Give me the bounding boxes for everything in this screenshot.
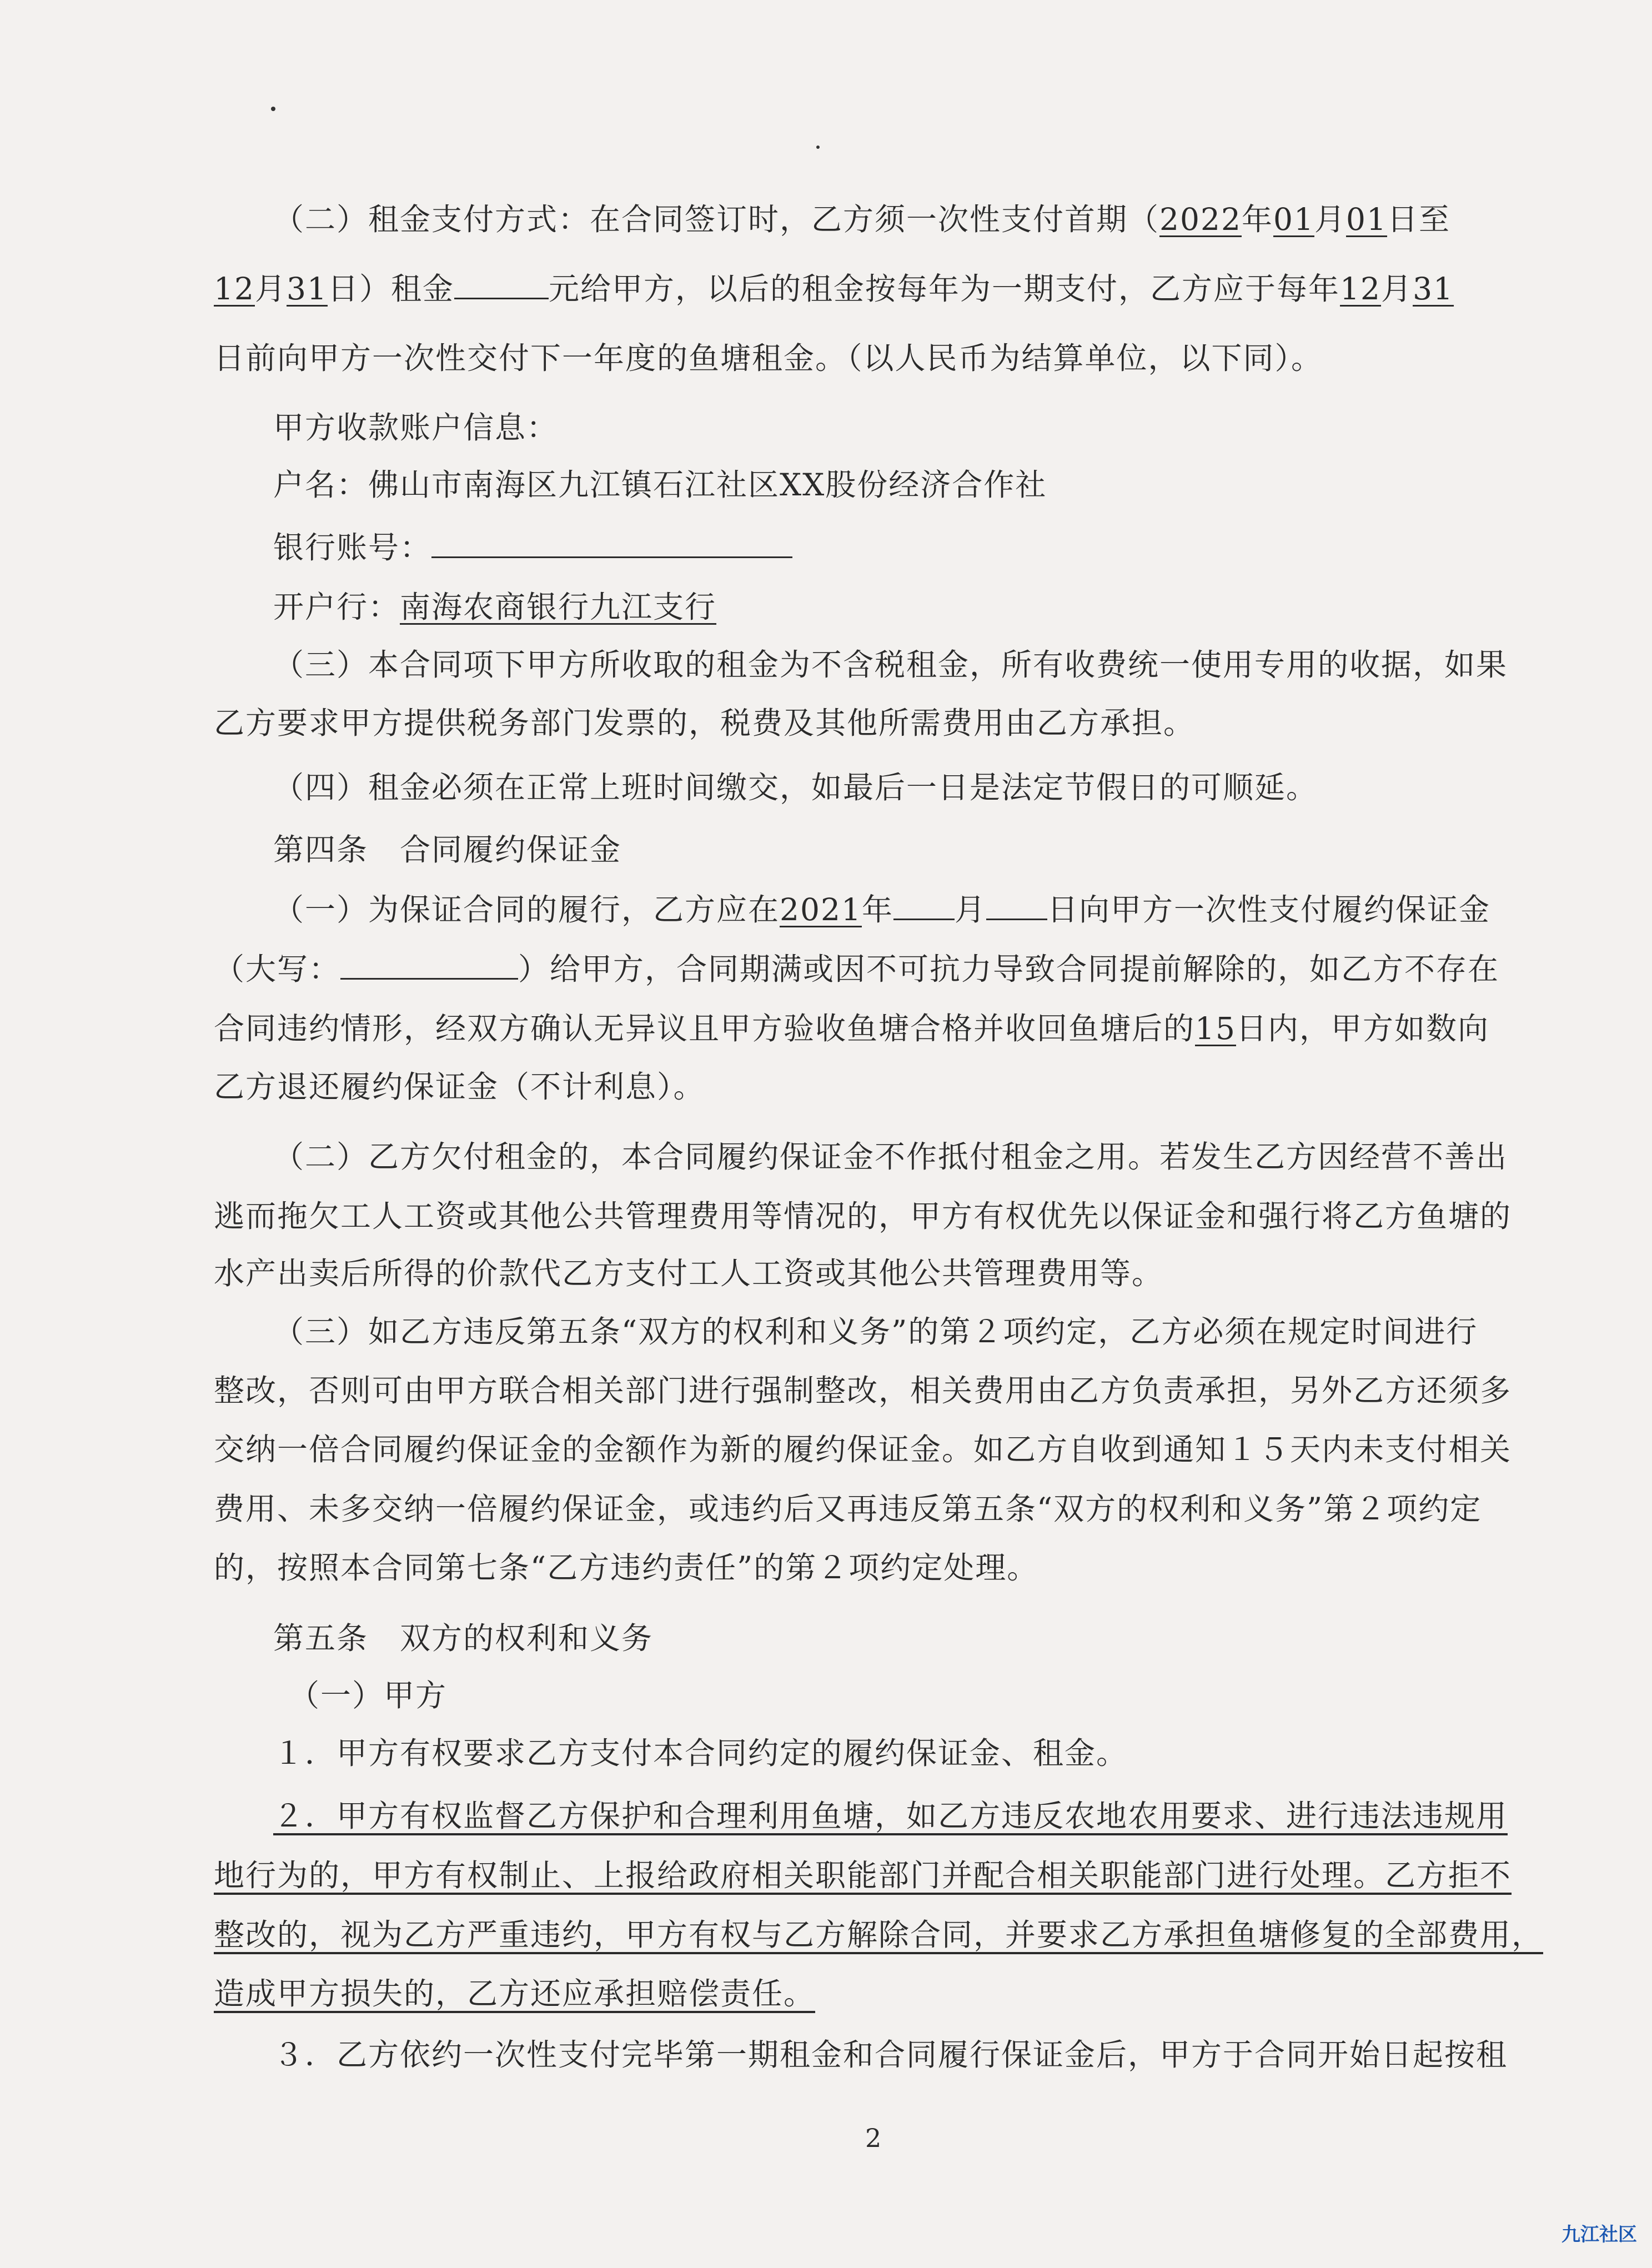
text-run: 水产出卖后所得的价款代乙方支付工人工资或其他公共管理费用等。 [214,1256,1164,1291]
text-line [214,1913,1543,1957]
text-line [273,887,1490,932]
text-line [273,197,1450,242]
text-run: 年 [1242,202,1274,237]
text-line [214,947,1499,991]
page-number: 2 [865,2123,882,2153]
text-line [214,267,1454,311]
blank-field [431,528,792,558]
text-run: 月 [255,271,287,307]
text-line [214,701,1195,745]
text-line [214,1065,705,1109]
text-run: 日）租金 [328,271,455,307]
text-run: （二）乙方欠付租金的，本合同履约保证金不作抵付租金之用。若发生乙方因经营不善出 [273,1139,1508,1175]
text-line [214,1368,1512,1413]
text-run: （二）租金支付方式：在合同签订时，乙方须一次性支付首期（ [273,202,1160,237]
text-line [273,1794,1508,1838]
filled-value: 31 [287,271,328,307]
text-run: 甲方收款账户信息： [273,410,559,445]
text-line [214,1546,1038,1590]
text-run: 逃而拖欠工人工资或其他公共管理费用等情况的，甲方有权优先以保证金和强行将乙方鱼塘的 [214,1198,1512,1234]
site-watermark-logo [1558,2207,1641,2262]
text-run: （一）为保证合同的履行，乙方应在 [273,892,780,927]
text-line [273,643,1508,687]
text-run: 乙方要求甲方提供税务部门发票的，税费及其他所需费用由乙方承担。 [214,705,1196,741]
underlined-text: ２．甲方有权监督乙方保护和合理利用鱼塘，如乙方违反农地农用要求、进行违法违规用 [273,1798,1508,1834]
filled-value: 31 [1413,271,1454,307]
text-line [273,405,558,450]
text-run: 第四条 合同履约保证金 [273,832,622,867]
text-run: （一）甲方 [289,1678,448,1713]
text-line [214,1427,1512,1472]
section-heading [273,1616,653,1660]
text-run: 年 [862,892,894,927]
underlined-text: 造成甲方损失的，乙方还应承担赔偿责任。 [214,1976,816,2011]
text-line [273,1731,1128,1775]
text-run: 合同违约情形，经双方确认无异议且甲方验收鱼塘合格并收回鱼塘后的 [214,1011,1196,1046]
blank-field [893,890,955,920]
text-line [273,1135,1508,1179]
blank-field [340,949,518,980]
text-line [214,1971,815,2016]
text-run: 银行账号： [273,530,432,565]
filled-value: 01 [1346,202,1388,237]
text-line [273,463,1047,507]
text-line [214,1853,1512,1898]
filled-value: 01 [1273,202,1315,237]
text-line [214,1194,1512,1238]
text-line [289,1673,447,1718]
filled-value: 12 [1340,271,1382,307]
scan-speck [816,145,820,149]
text-run: 第五条 双方的权利和义务 [273,1620,654,1656]
filled-value: 12 [214,271,255,307]
text-run: ３．乙方依约一次性支付完毕第一期租金和合同履行保证金后，甲方于合同开始日起按租 [273,2037,1508,2073]
text-run: 乙方退还履约保证金（不计利息）。 [214,1069,705,1105]
text-run: 日至 [1387,202,1451,237]
filled-value: 15 [1195,1011,1237,1046]
filled-value: 2022 [1159,202,1242,237]
text-line [214,1251,1163,1296]
text-run: 户名：佛山市南海区九江镇石江社区ⅩⅩ股份经济合作社 [273,467,1047,503]
text-run: 交纳一倍合同履约保证金的金额作为新的履约保证金。如乙方自收到通知１５天内未支付相关 [214,1432,1512,1467]
watermark-text: 九江社区 [1561,2224,1637,2246]
blank-field [454,269,549,299]
text-line [214,1487,1482,1531]
text-run: 日前向甲方一次性交付下一年度的鱼塘租金。（以人民币为结算单位，以下同）。 [214,340,1323,376]
text-run: 月 [1314,202,1347,237]
text-run: 月 [955,892,987,927]
underlined-text: 整改的，视为乙方严重违约，甲方有权与乙方解除合同，并要求乙方承担鱼塘修复的全部费用， [214,1917,1544,1953]
text-run: 费用、未多交纳一倍履约保证金，或违约后又再违反第五条“双方的权利和义务”第２项约定 [214,1491,1482,1527]
text-line [273,525,792,570]
text-line [214,336,1323,380]
text-run: 的，按照本合同第七条“乙方违约责任”的第２项约定处理。 [214,1550,1039,1585]
filled-value: 2021 [780,892,862,927]
text-run: （四）租金必须在正常上班时间缴交，如最后一日是法定节假日的可顺延。 [273,770,1318,805]
text-line [273,765,1318,810]
text-line [273,585,716,629]
section-heading [273,827,621,872]
text-run: ）给甲方，合同期满或因不可抗力导致合同提前解除的，如乙方不存在 [518,951,1500,987]
text-run: （三）本合同项下甲方所收取的租金为不含税租金，所有收费统一使用专用的收据，如果 [273,647,1508,683]
text-line [273,2033,1508,2077]
blank-field [986,890,1047,920]
text-run: 开户行： [273,589,400,625]
text-run: 元给甲方，以后的租金按每年为一期支付，乙方应于每年 [549,271,1340,307]
text-run: 日内，甲方如数向 [1236,1011,1490,1046]
text-line [273,1309,1478,1354]
text-run: （三）如乙方违反第五条“双方的权利和义务”的第２项约定，乙方必须在规定时间进行 [273,1314,1478,1349]
text-run: 月 [1381,271,1413,307]
text-run: １．甲方有权要求乙方支付本合同约定的履约保证金、租金。 [273,1735,1128,1771]
text-run: 整改，否则可由甲方联合相关部门进行强制整改，相关费用由乙方负责承担，另外乙方还须多 [214,1373,1512,1408]
underlined-text: 地行为的，甲方有权制止、上报给政府相关职能部门并配合相关职能部门进行处理。乙方拒不 [214,1858,1512,1893]
filled-value: 南海农商银行九江支行 [400,589,717,625]
text-run: 日向甲方一次性支付履约保证金 [1047,892,1491,927]
text-run: （大写： [214,951,341,987]
text-line [214,1006,1489,1051]
scan-speck [271,107,275,111]
